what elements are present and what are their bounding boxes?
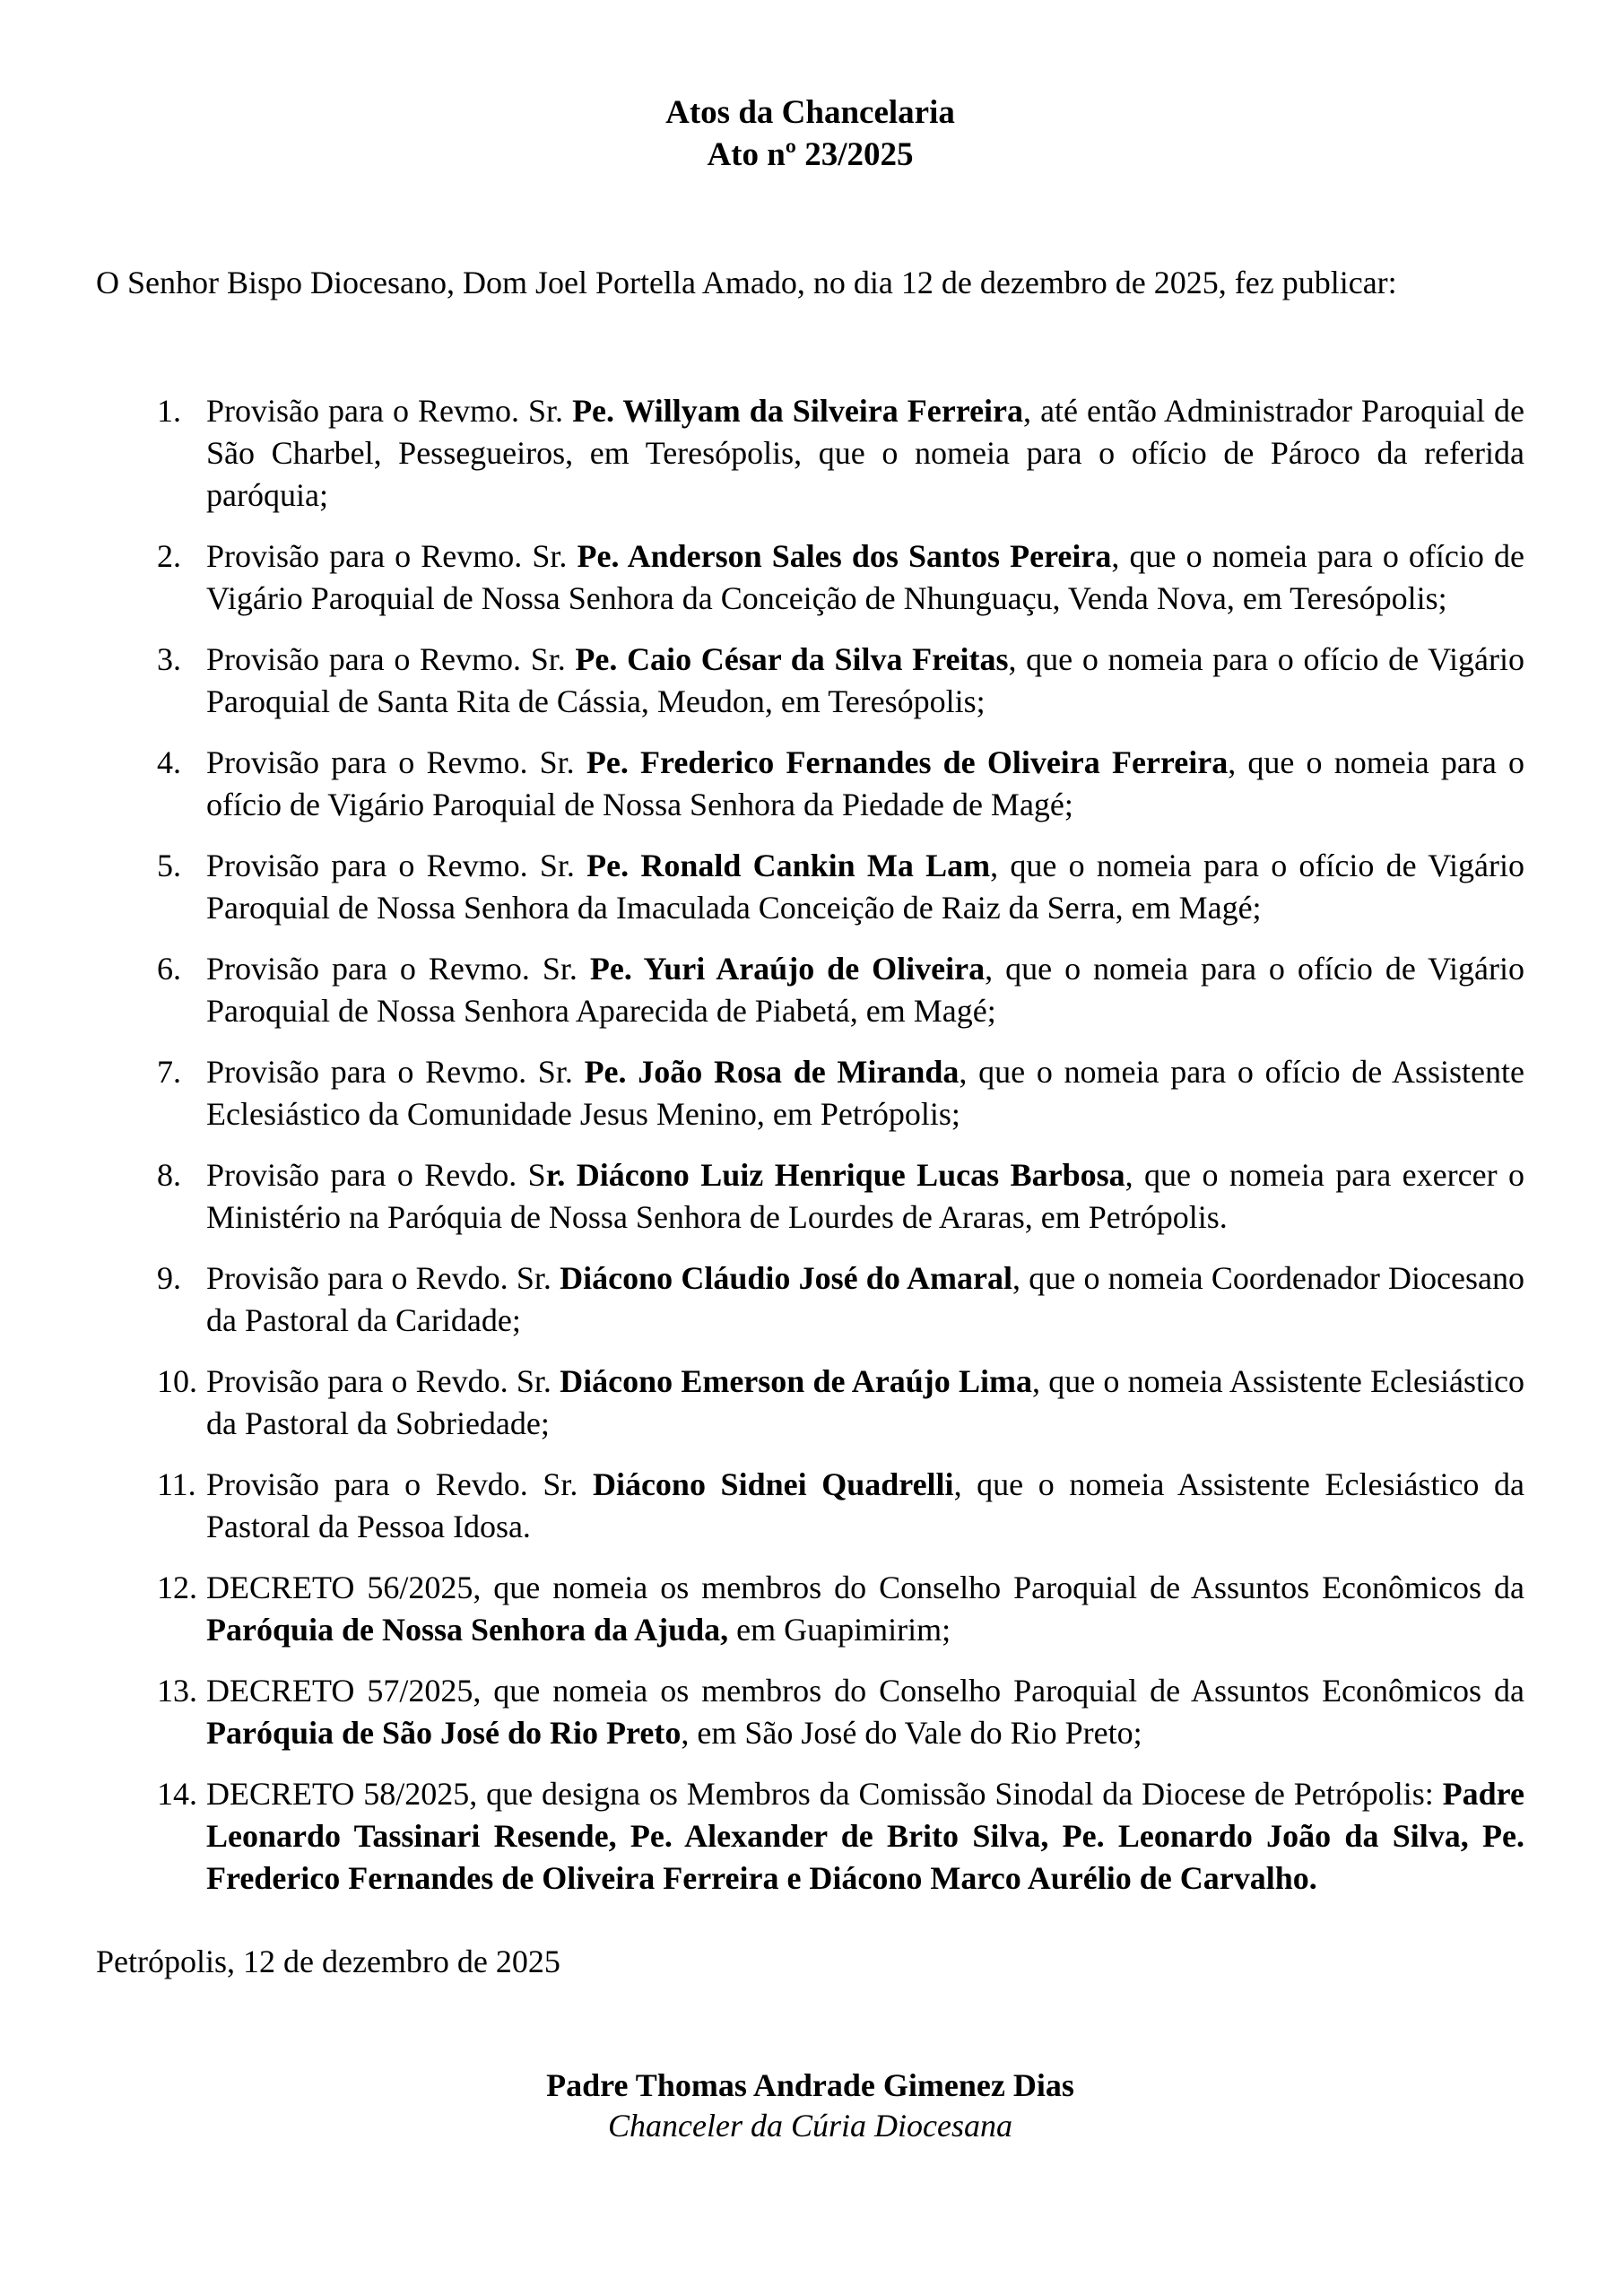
act-number: 6. — [157, 951, 181, 987]
act-number: 13. — [157, 1673, 197, 1709]
act-item — [96, 1154, 1524, 1239]
act-number: 4. — [157, 744, 181, 780]
signature-block — [96, 2066, 1524, 2146]
act-number: 5. — [157, 848, 181, 883]
act-item — [96, 1051, 1524, 1135]
act-number: 10. — [157, 1363, 197, 1399]
act-item — [96, 1567, 1524, 1651]
document-title: Atos da Chancelaria — [665, 94, 955, 131]
act-text: Provisão para o Revmo. Sr. Pe. Caio César da Silva Freitas, que o nomeia para o ofício de Vigário Paroquial de Santa Rita de Cássia, Meudon, em Teresópolis; — [206, 641, 1524, 719]
signature-role: Chanceler da Cúria Diocesana — [608, 2108, 1012, 2144]
act-text: DECRETO 57/2025, que nomeia os membros do Conselho Paroquial de Assuntos Econômicos da Paróquia de São José do Rio Preto, em São José do Vale do Rio Preto; — [206, 1673, 1524, 1751]
act-number: 7. — [157, 1054, 181, 1090]
act-number: 14. — [157, 1776, 197, 1812]
act-item — [96, 390, 1524, 517]
place-date: Petrópolis, 12 de dezembro de 2025 — [96, 1944, 560, 1979]
act-text: Provisão para o Revmo. Sr. Pe. Yuri Araújo de Oliveira, que o nomeia para o ofício de Vigário Paroquial de Nossa Senhora Aparecida de Piabetá, em Magé; — [206, 951, 1524, 1029]
act-item — [96, 1670, 1524, 1754]
act-text: Provisão para o Revmo. Sr. Pe. Anderson Sales dos Santos Pereira, que o nomeia para o ofício de Vigário Paroquial de Nossa Senhora da Conceição de Nhunguaçu, Venda Nova, em Teresópolis; — [206, 538, 1524, 616]
act-number: 8. — [157, 1157, 181, 1193]
act-text: DECRETO 58/2025, que designa os Membros da Comissão Sinodal da Diocese de Petrópolis: Padre Leonardo Tassinari Resende, Pe. Alexander de Brito Silva, Pe. Leonardo João da Silva, Pe. Frederico Fernandes de Oliveira Ferreira e Diácono Marco Aurélio de Carvalho. — [206, 1776, 1524, 1896]
signature-name: Padre Thomas Andrade Gimenez Dias — [546, 2067, 1074, 2103]
act-item — [96, 1464, 1524, 1548]
act-item — [96, 1257, 1524, 1342]
act-number: 11. — [157, 1466, 196, 1502]
act-text: Provisão para o Revmo. Sr. Pe. Willyam da Silveira Ferreira, até então Administrador Paroquial de São Charbel, Pessegueiros, em Teresópolis, que o nomeia para o ofício de Pároco da referida paróquia; — [206, 393, 1524, 513]
act-item — [96, 845, 1524, 929]
act-item — [96, 535, 1524, 620]
intro-paragraph: O Senhor Bispo Diocesano, Dom Joel Portella Amado, no dia 12 de dezembro de 2025, fez publicar: — [96, 265, 1397, 300]
act-number: 1. — [157, 393, 181, 429]
act-text: Provisão para o Revdo. Sr. Diácono Cláudio José do Amaral, que o nomeia Coordenador Diocesano da Pastoral da Caridade; — [206, 1260, 1524, 1338]
act-item — [96, 1773, 1524, 1900]
act-item — [96, 639, 1524, 723]
act-number: 12. — [157, 1570, 197, 1605]
act-text: Provisão para o Revmo. Sr. Pe. Ronald Cankin Ma Lam, que o nomeia para o ofício de Vigário Paroquial de Nossa Senhora da Imaculada Conceição de Raiz da Serra, em Magé; — [206, 848, 1524, 926]
act-item — [96, 742, 1524, 826]
act-text: Provisão para o Revmo. Sr. Pe. Frederico Fernandes de Oliveira Ferreira, que o nomeia para o ofício de Vigário Paroquial de Nossa Senhora da Piedade de Magé; — [206, 744, 1524, 822]
act-text: Provisão para o Revdo. Sr. Diácono Emerson de Araújo Lima, que o nomeia Assistente Eclesiástico da Pastoral da Sobriedade; — [206, 1363, 1525, 1441]
act-text: Provisão para o Revdo. Sr. Diácono Luiz Henrique Lucas Barbosa, que o nomeia para exercer o Ministério na Paróquia de Nossa Senhora de Lourdes de Araras, em Petrópolis. — [206, 1157, 1524, 1235]
act-text: DECRETO 56/2025, que nomeia os membros do Conselho Paroquial de Assuntos Econômicos da Paróquia de Nossa Senhora da Ajuda, em Guapimirim; — [206, 1570, 1524, 1648]
document-header — [96, 91, 1524, 176]
act-item — [96, 1361, 1524, 1445]
act-text: Provisão para o Revdo. Sr. Diácono Sidnei Quadrelli, que o nomeia Assistente Eclesiástico da Pastoral da Pessoa Idosa. — [206, 1466, 1525, 1544]
document-subtitle: Ato nº 23/2025 — [707, 136, 914, 173]
act-item — [96, 948, 1524, 1032]
act-number: 3. — [157, 641, 181, 677]
act-text: Provisão para o Revmo. Sr. Pe. João Rosa de Miranda, que o nomeia para o ofício de Assistente Eclesiástico da Comunidade Jesus Menino, em Petrópolis; — [206, 1054, 1525, 1132]
acts-list — [96, 390, 1524, 1900]
act-number: 9. — [157, 1260, 181, 1296]
act-number: 2. — [157, 538, 181, 574]
